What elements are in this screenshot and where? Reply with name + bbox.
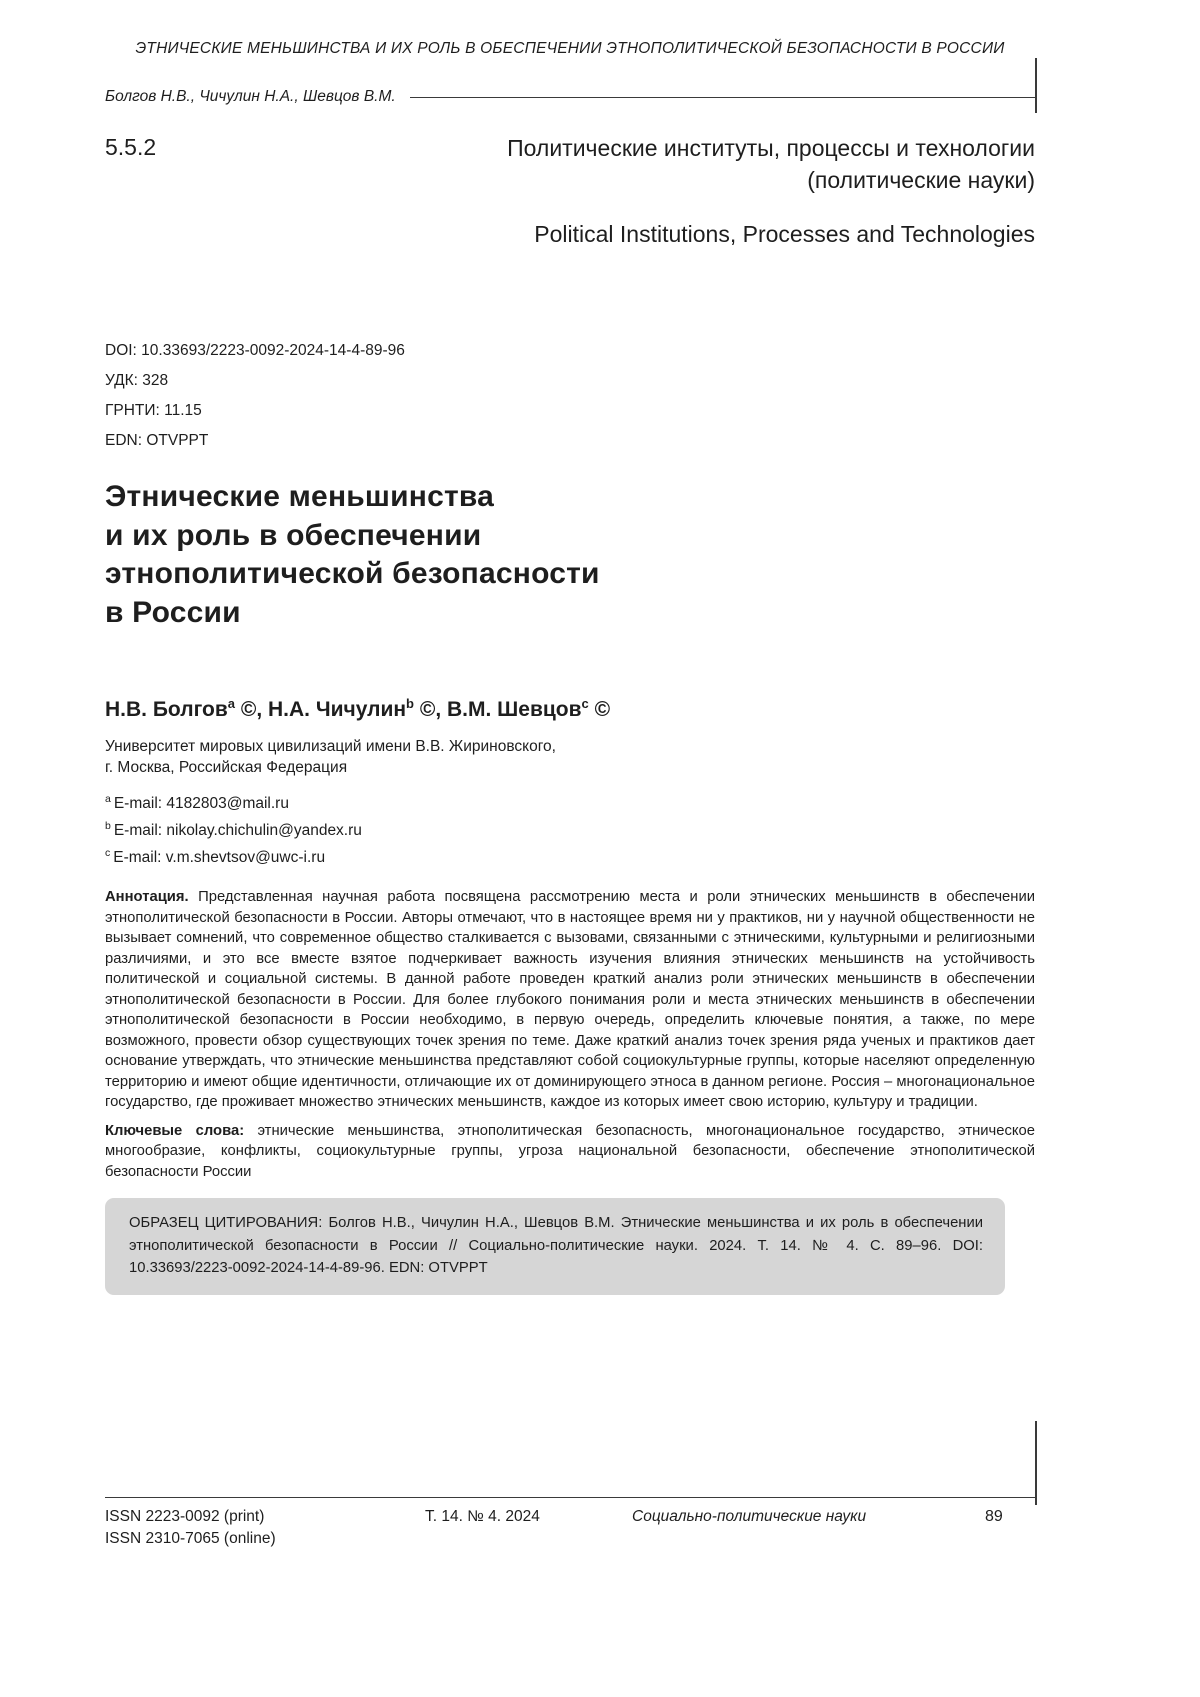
section-title-en: Political Institutions, Processes and Technologies xyxy=(534,221,1035,247)
abstract xyxy=(105,887,1035,1113)
abstract-text: Представленная научная работа посвящена рассмотрению места и роли этнических меньшинств в обеспечении этнополитической безопасности в России. Авторы отмечают, что в настоящее время ни у практиков, ни у научной общественности не вызывает сомнений, что современное общество сталкивается с вызовами, связанными с этническими, культурными и религиозными различиями, и это все вместе взятое подчеркивает важность изучения влияния этнических меньшинств на устойчивость политической и социальной системы. В данной работе проведен краткий анализ роли этнических меньшинств в обеспечении этнополитической безопасности в России. Для более глубокого понимания роли и места этнических меньшинств в обеспечении этнополитической безопасности в России необходимо, в первую очередь, определить ключевые понятия, а также, по мере возможного, провести обзор существующих точек зрения по теме. Даже краткий анализ точек зрения ряда ученых и практиков дает основание утверждать, что этнические меньшинства представляют собой социокультурные группы, которые населяют определенную территорию и имеют общие идентичности, отличающие их от доминирующего этноса в данном регионе. Россия – многонациональное государство, где проживает множество этнических меньшинств, каждое из которых имеет свою историю, культуру и традиции. xyxy=(105,889,1035,1110)
keywords-text: этнические меньшинства, этнополитическая безопасность, многонациональное государство, этническое многообразие, конфликты, социокультурные группы, угроза национальной безопасности, обеспечение этнополитической безопасности России xyxy=(105,1122,1035,1180)
header-horizontal-rule xyxy=(410,97,1035,98)
page-content xyxy=(105,0,1035,1295)
footer-page-number: 89 xyxy=(985,1508,1003,1525)
author-sup-3: c xyxy=(581,696,589,711)
running-head-title: ЭТНИЧЕСКИЕ МЕНЬШИНСТВА И ИХ РОЛЬ В ОБЕСПЕЧЕНИИ ЭТНОПОЛИТИЧЕСКОЙ БЕЗОПАСНОСТИ В РОССИИ xyxy=(135,40,1005,57)
author-sup-1: a xyxy=(227,696,236,711)
section-heading-row xyxy=(105,132,1035,196)
section-number: 5.5.2 xyxy=(105,134,157,160)
issn-block xyxy=(105,1506,276,1550)
email-text-c: E-mail: v.m.shevtsov@uwc-i.ru xyxy=(113,849,326,866)
grnti-line: ГРНТИ: 11.15 xyxy=(105,402,202,419)
keywords xyxy=(105,1121,1035,1183)
author-name-1: Н.В. Болгов xyxy=(105,698,228,721)
issn-online: ISSN 2310-7065 (online) xyxy=(105,1530,276,1547)
header-vertical-rule xyxy=(1035,58,1037,113)
citation-box xyxy=(105,1198,1005,1295)
running-head-authors: Болгов Н.В., Чичулин Н.А., Шевцов В.М. xyxy=(105,88,396,105)
email-text-a: E-mail: 4182803@mail.ru xyxy=(113,795,289,812)
keywords-label: Ключевые слова: xyxy=(105,1122,245,1139)
author-sup-2: b xyxy=(406,696,414,711)
copyright-mark-3: © xyxy=(594,698,611,721)
email-sup-a: a xyxy=(105,792,111,805)
email-sup-b: b xyxy=(105,819,111,832)
edn-line: EDN: OTVPPT xyxy=(105,432,209,449)
issn-print: ISSN 2223-0092 (print) xyxy=(105,1508,265,1525)
email-line-c xyxy=(105,844,1035,871)
doi-line: DOI: 10.33693/2223-0092-2024-14-4-89-96 xyxy=(105,342,405,359)
copyright-mark-2: ©, xyxy=(419,698,442,721)
email-line-a xyxy=(105,790,1035,817)
email-sup-c: c xyxy=(105,846,111,859)
article-meta xyxy=(105,336,1035,456)
footer-horizontal-rule xyxy=(105,1497,1035,1498)
email-text-b: E-mail: nikolay.chichulin@yandex.ru xyxy=(113,822,362,839)
author-name-3: В.М. Шевцов xyxy=(447,698,582,721)
affiliation: Университет мировых цивилизаций имени В.В. Жириновского, г. Москва, Российская Федерация xyxy=(105,738,556,776)
citation-text: Болгов Н.В., Чичулин Н.А., Шевцов В.М. Этнические меньшинства и их роль в обеспечении этнополитической безопасности в России // Социально-политические науки. 2024. Т. 14. № 4. С. 89–96. DOI: 10.33693/2223-0092-2024-14-4-89-96. EDN: OTVPPT xyxy=(129,1215,983,1276)
abstract-label: Аннотация. xyxy=(105,889,189,905)
article-title: Этнические меньшинства и их роль в обеспечении этнополитической безопасности в России xyxy=(105,480,600,629)
copyright-mark-1: ©, xyxy=(240,698,263,721)
footer-vertical-rule xyxy=(1035,1421,1037,1505)
section-title-ru: Политические институты, процессы и технологии (политические науки) xyxy=(507,135,1035,193)
udk-line: УДК: 328 xyxy=(105,372,169,389)
article-authors xyxy=(105,698,1035,722)
footer-volume: Т. 14. № 4. 2024 xyxy=(425,1508,540,1525)
author-name-2: Н.А. Чичулин xyxy=(268,698,407,721)
author-emails xyxy=(105,790,1035,871)
email-line-b xyxy=(105,817,1035,844)
citation-label: ОБРАЗЕЦ ЦИТИРОВАНИЯ: xyxy=(129,1215,323,1231)
footer-journal-title: Социально-политические науки xyxy=(632,1508,867,1525)
running-head-authors-row xyxy=(105,88,1035,106)
